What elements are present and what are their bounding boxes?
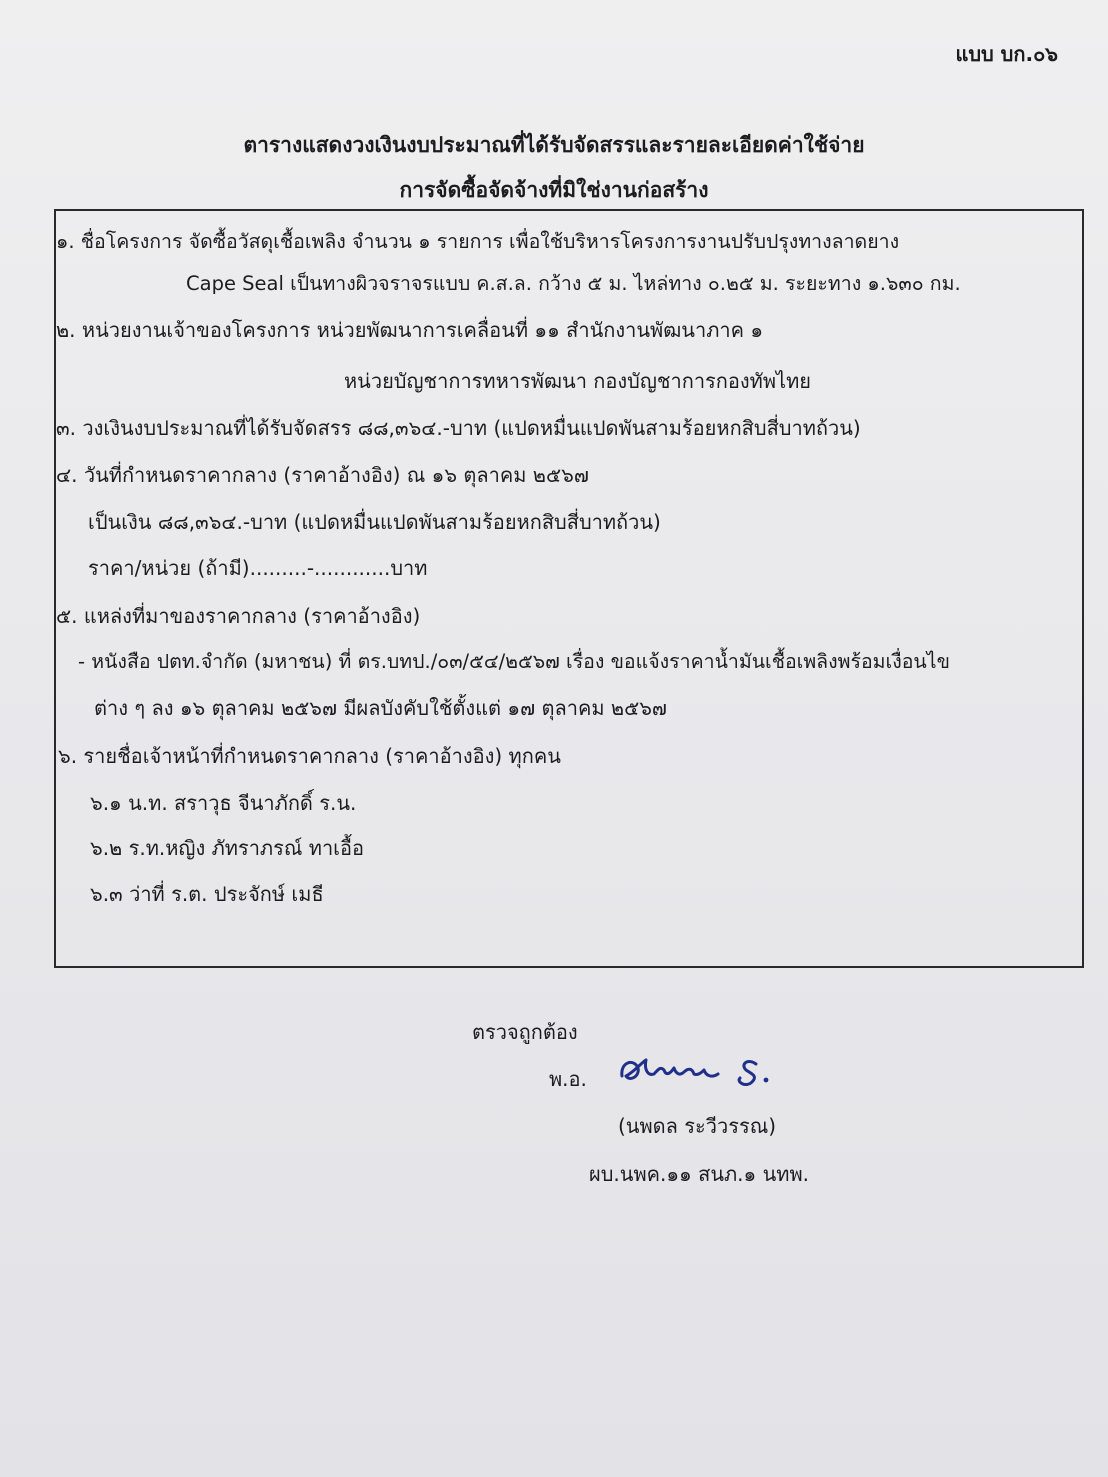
- item-6-member-2: ๖.๒ ร.ท.หญิง ภัทราภรณ์ ทาเอื้อ: [90, 836, 365, 860]
- item-6-committee-heading: ๖. รายชื่อเจ้าหน้าที่กำหนดราคากลาง (ราคาอ้างอิง) ทุกคน: [58, 744, 561, 768]
- item-6-member-3: ๖.๓ ว่าที่ ร.ต. ประจักษ์ เมธี: [90, 882, 324, 906]
- item-2-command: หน่วยบัญชาการทหารพัฒนา กองบัญชาการกองทัพไทย: [344, 369, 812, 393]
- form-code: แบบ บก.๐๖: [955, 42, 1058, 66]
- item-5-reference-letter: - หนังสือ ปตท.จำกัด (มหาชน) ที่ ตร.บทป./๐๓/๕๔/๒๕๖๗ เรื่อง ขอแจ้งราคาน้ำมันเชื้อเพลิงพร้อมเงื่อนไข: [78, 650, 950, 673]
- item-4-reference-date: ๔. วันที่กำหนดราคากลาง (ราคาอ้างอิง) ณ ๑๖ ตุลาคม ๒๕๖๗: [56, 463, 589, 487]
- document-subtitle: การจัดซื้อจัดจ้างที่มิใช่งานก่อสร้าง: [399, 178, 709, 202]
- signatory-name: (นพดล ระวีวรรณ): [618, 1114, 777, 1138]
- item-3-budget: ๓. วงเงินงบประมาณที่ได้รับจัดสรร ๘๘,๓๖๔.-บาท (แปดหมื่นแปดพันสามร้อยหกสิบสี่บาทถ้วน): [56, 416, 861, 440]
- signatory-position: ผบ.นพค.๑๑ สนภ.๑ นทพ.: [589, 1162, 809, 1186]
- item-6-member-1: ๖.๑ น.ท. สราวุธ จีนาภักดิ์ ร.น.: [90, 791, 357, 815]
- item-2-owner-unit: ๒. หน่วยงานเจ้าของโครงการ หน่วยพัฒนาการเคลื่อนที่ ๑๑ สำนักงานพัฒนาภาค ๑: [56, 318, 764, 342]
- document-title: ตารางแสดงวงเงินงบประมาณที่ได้รับจัดสรรและรายละเอียดค่าใช้จ่าย: [243, 133, 865, 157]
- item-1-project-name: ๑. ชื่อโครงการ จัดซื้อวัสดุเชื้อเพลิง จำนวน ๑ รายการ เพื่อใช้บริหารโครงการงานปรับปรุงทางลาดยาง: [56, 230, 900, 253]
- item-5-effective-date: ต่าง ๆ ลง ๑๖ ตุลาคม ๒๕๖๗ มีผลบังคับใช้ตั้งแต่ ๑๗ ตุลาคม ๒๕๖๗: [94, 696, 667, 720]
- item-4-unit-price: ราคา/หน่วย (ถ้ามี).........-............บาท: [88, 556, 428, 580]
- item-4-amount: เป็นเงิน ๘๘,๓๖๔.-บาท (แปดหมื่นแปดพันสามร้อยหกสิบสี่บาทถ้วน): [88, 510, 661, 534]
- signatory-rank: พ.อ.: [549, 1067, 587, 1091]
- handwritten-signature: [618, 1046, 778, 1096]
- verified-label: ตรวจถูกต้อง: [472, 1020, 578, 1044]
- item-5-price-source: ๕. แหล่งที่มาของราคากลาง (ราคาอ้างอิง): [56, 604, 421, 628]
- item-1-project-spec: Cape Seal เป็นทางผิวจราจรแบบ ค.ส.ล. กว้าง ๕ ม. ไหล่ทาง ๐.๒๕ ม. ระยะทาง ๑.๖๓๐ กม.: [186, 272, 961, 295]
